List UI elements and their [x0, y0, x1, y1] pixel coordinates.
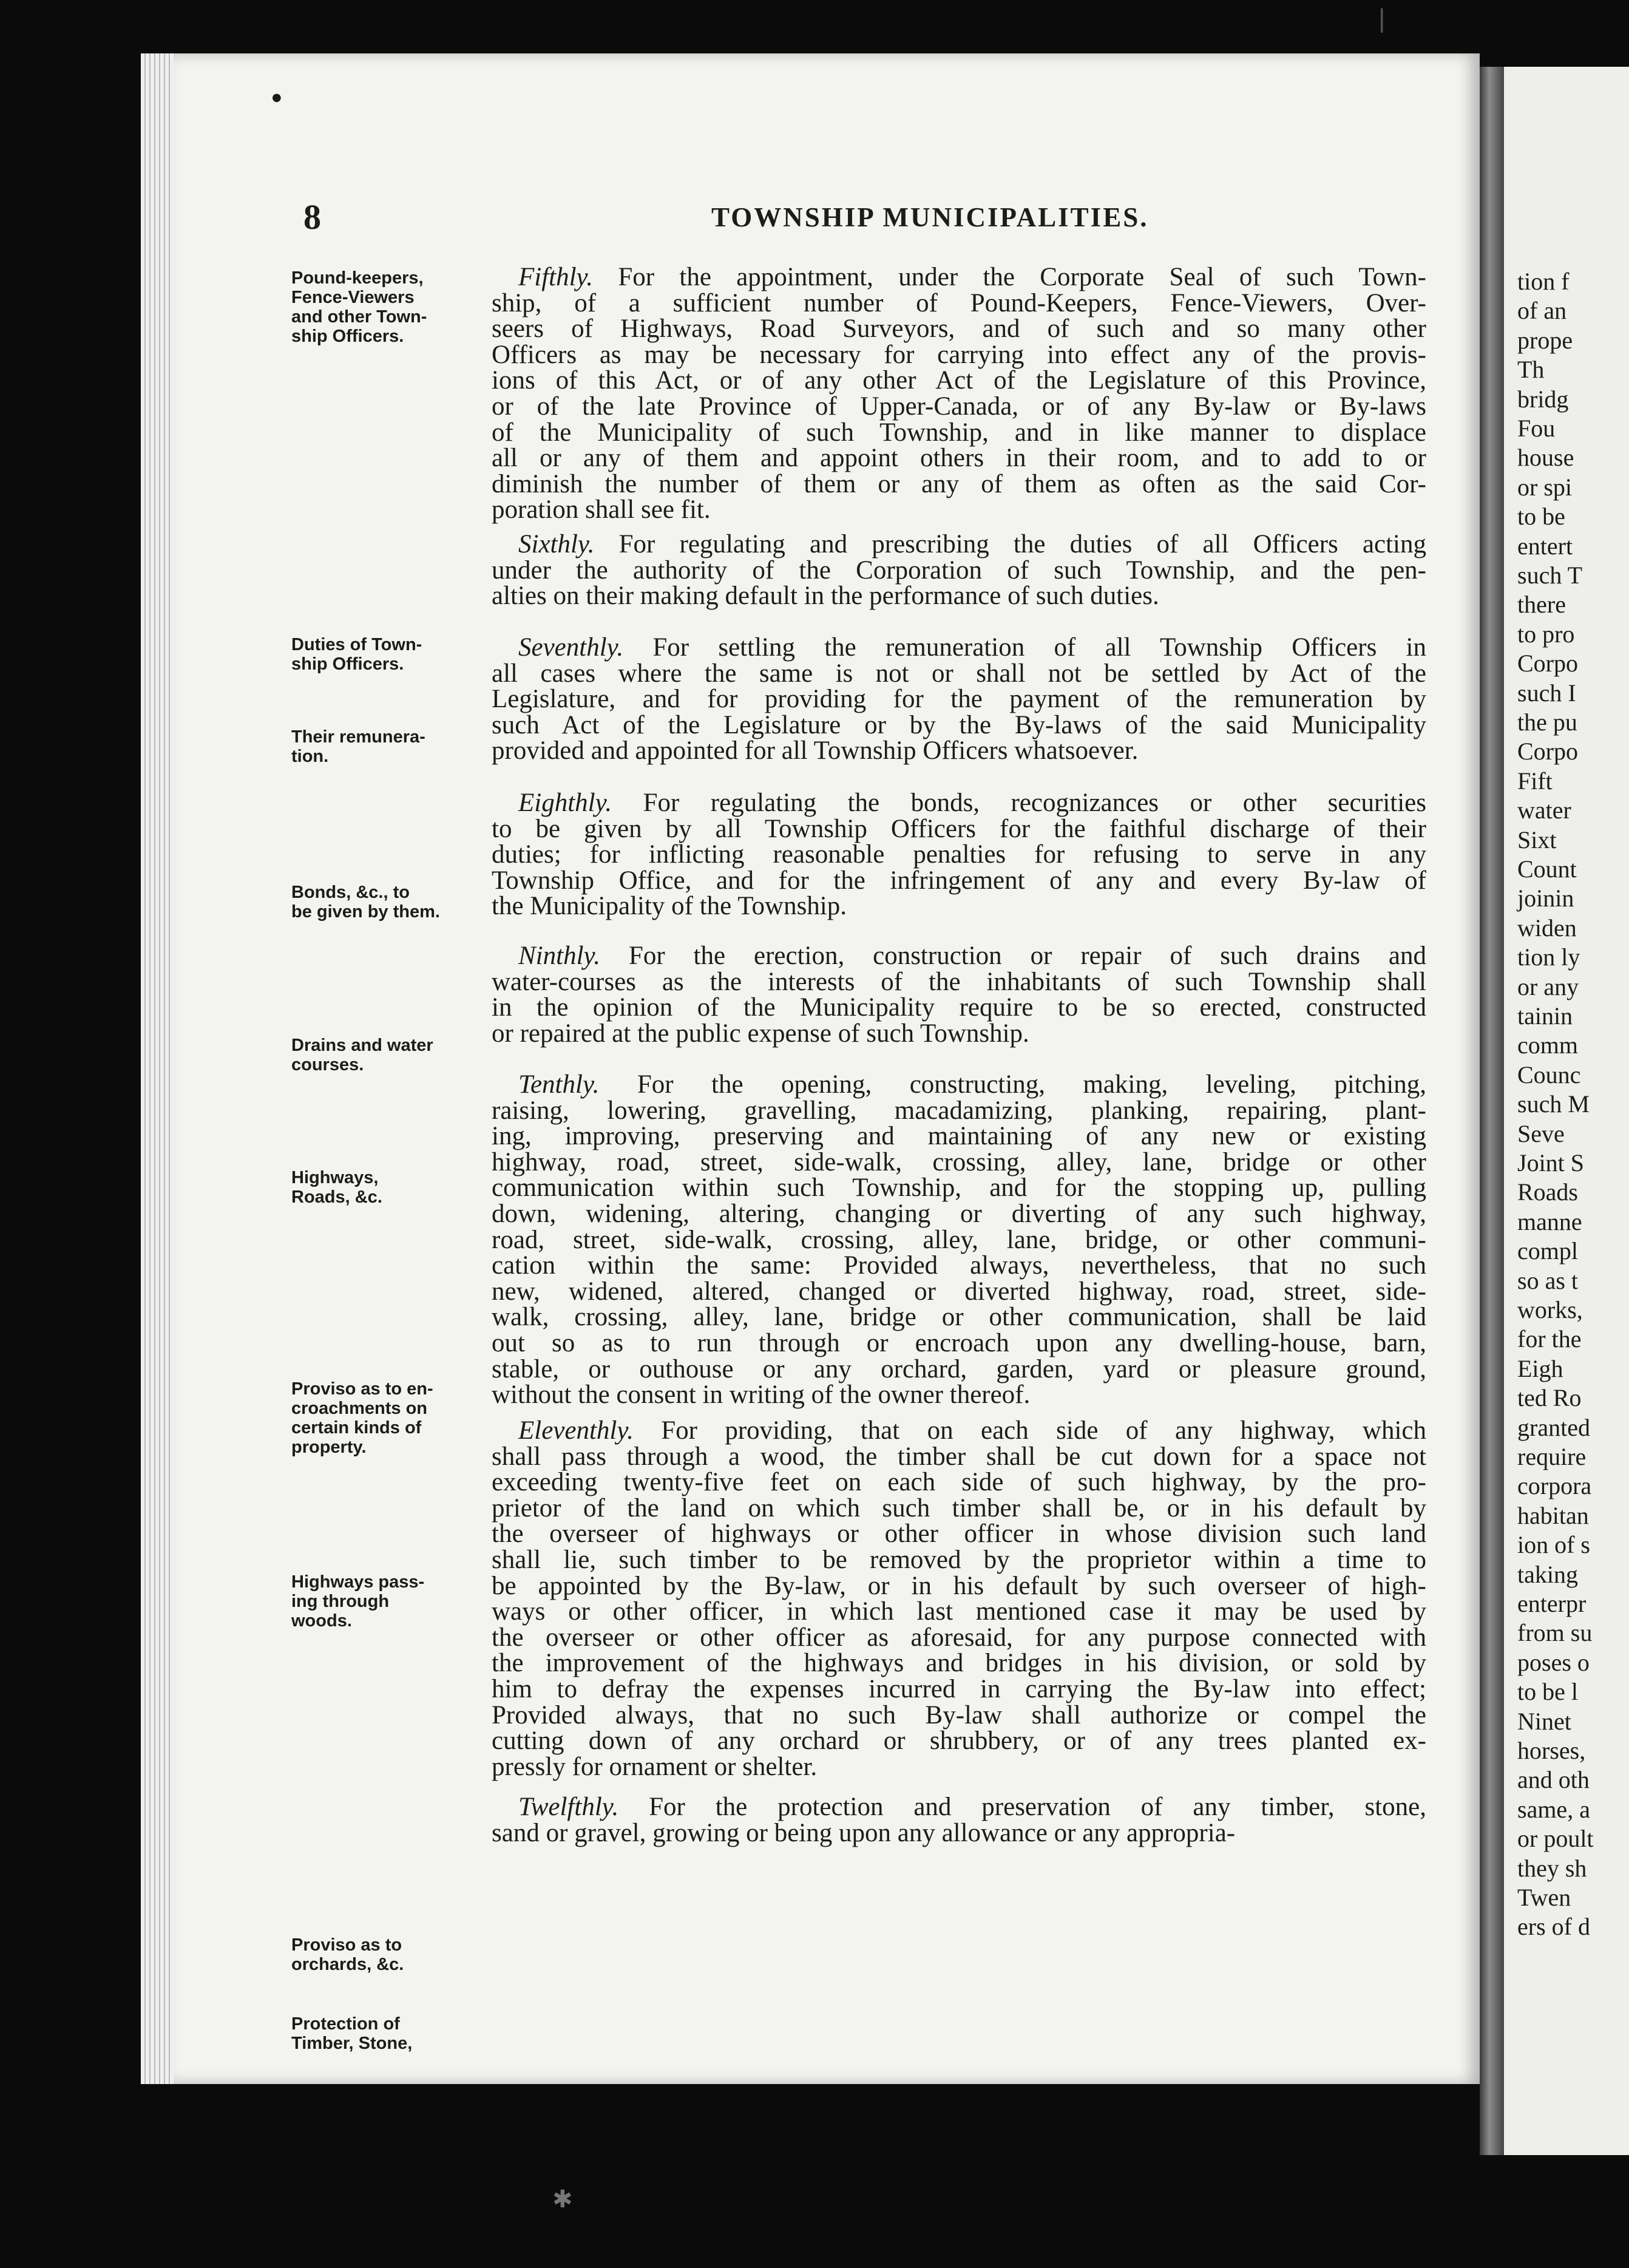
text-line — [492, 1279, 1426, 1305]
line-text: sand or gravel, growing or being upon any allowance or any appropria- — [492, 1818, 1236, 1847]
text-line — [492, 1625, 1426, 1651]
facing-page-line: habitan — [1517, 1501, 1589, 1529]
line-text: ing, improving, preserving and maintaining of any new or existing — [492, 1122, 1426, 1151]
line-text: without the consent in writing of the owner thereof. — [492, 1380, 1031, 1410]
facing-page-line: and oth — [1517, 1766, 1590, 1794]
line-text: ions of this Act, or of any other Act of the Legislature of this Province, — [492, 366, 1426, 395]
facing-page-line: granted — [1517, 1413, 1590, 1441]
paragraph-lead: Sixthly. — [518, 530, 595, 559]
facing-page-line: taking — [1517, 1560, 1578, 1588]
text-line — [492, 555, 1426, 585]
line-text: communication within such Township, and for the stopping up, pulling — [492, 1173, 1426, 1203]
facing-page-line: house — [1517, 444, 1574, 472]
facing-page-line: Fou — [1517, 415, 1556, 442]
text-line — [492, 368, 1426, 394]
text-line — [492, 894, 1426, 920]
text-line — [492, 710, 1426, 739]
paragraph — [492, 1072, 1426, 1408]
page-edges — [141, 53, 177, 2084]
line-text: cutting down of any orchard or shrubbery, or of any trees planted ex- — [492, 1726, 1426, 1756]
page-number: 8 — [303, 197, 321, 237]
text-line — [492, 738, 1426, 764]
line-text: exceeding twenty-five feet on each side of such highway, by the pro- — [492, 1468, 1426, 1497]
line-text: all or any of them and appoint others in their room, and to add to or — [492, 444, 1426, 473]
paragraph-lead: Fifthly. — [518, 263, 594, 291]
line-text: highway, road, street, side-walk, crossing, alley, lane, bridge or other — [492, 1147, 1426, 1176]
text-line — [492, 1201, 1426, 1227]
margin-note: Bonds, &c., to be given by them. — [291, 883, 440, 922]
facing-page-line: Counc — [1517, 1061, 1581, 1088]
text-line — [492, 1818, 1426, 1847]
facing-page-line: Joint S — [1517, 1149, 1585, 1176]
line-text: ways or other officer, in which last mentioned case it may be used by — [492, 1597, 1426, 1626]
text-line — [492, 394, 1426, 420]
line-text: him to defray the expenses incurred in carrying the By-law into effect; — [492, 1674, 1426, 1703]
facing-page-line: corpora — [1517, 1472, 1592, 1500]
facing-page-line: Th — [1517, 356, 1545, 384]
text-line — [492, 583, 1426, 609]
facing-page-line: to be l — [1517, 1678, 1578, 1706]
margin-mark: ✱ — [552, 2185, 573, 2213]
facing-page-line: Eigh — [1517, 1354, 1563, 1382]
text-line — [492, 995, 1426, 1021]
facing-page-line: require — [1517, 1443, 1587, 1470]
text-line — [492, 1700, 1426, 1730]
text-line — [492, 265, 1426, 291]
line-text: all cases where the same is not or shall not be settled by Act of the — [492, 659, 1426, 688]
line-text: water-courses as the interests of the inhabitants of such Township shall — [492, 967, 1426, 996]
facing-page-line: such I — [1517, 679, 1576, 707]
line-text: For settling the remuneration of all Township Officers in — [652, 633, 1426, 662]
line-text: prietor of the land on which such timber shall be, or in his default by — [492, 1493, 1426, 1523]
line-text: For the protection and preservation of any timber, stone, — [649, 1793, 1426, 1821]
text-line — [492, 1674, 1426, 1703]
line-text: duties; for inflicting reasonable penalties for refusing to serve in any — [492, 840, 1426, 869]
paragraph — [492, 1418, 1426, 1780]
paragraph-lead: Eleventhly. — [518, 1416, 634, 1445]
text-line — [492, 1794, 1426, 1821]
text-line — [492, 1571, 1426, 1600]
facing-page-line: or poult — [1517, 1825, 1594, 1853]
facing-page-line: Sixt — [1517, 826, 1557, 854]
text-line — [492, 420, 1426, 446]
facing-page-line: poses o — [1517, 1648, 1590, 1676]
facing-page-line: Corpo — [1517, 650, 1578, 677]
line-text: stable, or outhouse or any orchard, garden, yard or pleasure ground, — [492, 1354, 1426, 1384]
line-text: seers of Highways, Road Surveyors, and of such and so many other — [492, 314, 1426, 344]
facing-page-line: ers of d — [1517, 1913, 1590, 1941]
line-text: Township Office, and for the infringement of any and every By-law of — [492, 866, 1426, 895]
text-line — [492, 1098, 1426, 1124]
text-line — [492, 1253, 1426, 1279]
line-text: new, widened, altered, changed or diverted highway, road, street, side- — [492, 1277, 1426, 1306]
line-text: the overseer of highways or other officer in whose division such land — [492, 1519, 1426, 1549]
text-line — [492, 1072, 1426, 1098]
facing-page-line: enterpr — [1517, 1590, 1587, 1617]
paragraph — [492, 265, 1426, 523]
text-line — [492, 1382, 1426, 1408]
margin-note: Proviso as to orchards, &c. — [291, 1935, 404, 1974]
facing-page-line: tainin — [1517, 1002, 1573, 1030]
facing-page-line: there — [1517, 591, 1566, 619]
line-text: For providing, that on each side of any highway, which — [661, 1416, 1427, 1445]
line-text: the improvement of the highways and bridges in his division, or sold by — [492, 1649, 1426, 1678]
text-line — [492, 1305, 1426, 1331]
margin-note: Their remunera- tion. — [291, 727, 425, 766]
speck-mark: ● — [272, 91, 282, 104]
line-text: to be given by all Township Officers for the faithful discharge of their — [492, 814, 1426, 843]
facing-page-line: to be — [1517, 503, 1565, 531]
running-head: TOWNSHIP MUNICIPALITIES. — [711, 202, 1149, 233]
text-line — [492, 635, 1426, 661]
facing-page-line: so as t — [1517, 1266, 1578, 1294]
line-text: such Act of the Legislature or by the By-laws of the said Municipality — [492, 710, 1426, 739]
text-line — [492, 814, 1426, 843]
line-text: walk, crossing, alley, lane, bridge or other communication, shall be laid — [492, 1303, 1426, 1332]
text-line — [492, 943, 1426, 969]
facing-page-line: Ninet — [1517, 1707, 1571, 1735]
facing-page-line: water — [1517, 796, 1571, 824]
facing-page-line: the pu — [1517, 708, 1577, 736]
line-text: of the Municipality of such Township, and in like manner to displace — [492, 418, 1426, 447]
margin-note: Protection of Timber, Stone, — [291, 2014, 413, 2053]
line-text: shall pass through a wood, the timber shall be cut down for a space not — [492, 1442, 1426, 1471]
line-text: For regulating the bonds, recognizances or other securities — [643, 789, 1427, 817]
text-line — [492, 1547, 1426, 1574]
text-line — [492, 1147, 1426, 1176]
facing-page-line: or any — [1517, 973, 1579, 1000]
paragraph-lead: Twelfthly. — [518, 1793, 619, 1821]
line-text: in the opinion of the Municipality require to be so erected, constructed — [492, 993, 1426, 1022]
text-line — [492, 969, 1426, 996]
facing-page-line: from su — [1517, 1619, 1593, 1647]
line-text: cation within the same: Provided always, nevertheless, that no such — [492, 1251, 1426, 1280]
line-text: alties on their making default in the performance of such duties. — [492, 582, 1159, 611]
facing-page-line: entert — [1517, 532, 1573, 560]
text-line — [492, 497, 1426, 523]
line-text: out so as to run through or encroach upon any dwelling-house, barn, — [492, 1328, 1426, 1357]
text-line — [492, 1021, 1426, 1047]
text-line — [492, 661, 1426, 687]
line-text: road, street, side-walk, crossing, alley, lane, bridge, or other communi- — [492, 1225, 1426, 1254]
text-line — [492, 1728, 1426, 1754]
facing-page-line: joinin — [1517, 884, 1574, 912]
line-text: Officers as may be necessary for carrying into effect any of the provis- — [492, 340, 1426, 369]
text-line — [492, 1470, 1426, 1496]
text-line — [492, 342, 1426, 368]
facing-page-line: bridg — [1517, 385, 1569, 413]
facing-page-line: for the — [1517, 1325, 1582, 1353]
line-text: diminish the number of them or any of them as often as the said Cor- — [492, 469, 1426, 498]
text-line — [492, 1754, 1426, 1781]
text-line — [492, 1599, 1426, 1625]
facing-page-line: widen — [1517, 914, 1577, 942]
margin-note: Highways, Roads, &c. — [291, 1168, 382, 1207]
facing-page-line: Corpo — [1517, 738, 1578, 766]
paragraph — [492, 943, 1426, 1047]
paragraph-lead: Tenthly. — [518, 1070, 600, 1099]
line-text: down, widening, altering, changing or diverting of any such highway, — [492, 1199, 1426, 1228]
line-text: ship, of a sufficient number of Pound-Keepers, Fence-Viewers, Over- — [492, 288, 1426, 317]
text-line — [492, 469, 1426, 498]
facing-page-line: ion of s — [1517, 1531, 1590, 1559]
text-line — [492, 868, 1426, 894]
facing-page-line: Roads — [1517, 1178, 1578, 1206]
facing-page-line: comm — [1517, 1031, 1578, 1059]
paragraph-lead: Eighthly. — [518, 789, 612, 817]
line-text: For the erection, construction or repair of such drains and — [628, 942, 1427, 970]
text-line — [492, 1651, 1426, 1677]
line-text: shall lie, such timber to be removed by the proprietor within a time to — [492, 1545, 1426, 1574]
line-text: raising, lowering, gravelling, macadamizing, planking, repairing, plant- — [492, 1096, 1426, 1125]
facing-page-line: same, a — [1517, 1795, 1590, 1823]
margin-mark: | — [1378, 5, 1386, 33]
margin-note: Proviso as to en- croachments on certain kinds of property. — [291, 1379, 433, 1457]
text-line — [492, 1418, 1426, 1444]
line-text: pressly for ornament or shelter. — [492, 1752, 818, 1781]
paragraph — [492, 635, 1426, 764]
paragraph — [492, 532, 1426, 609]
margin-note: Highways pass- ing through woods. — [291, 1572, 425, 1631]
facing-page-line: Count — [1517, 855, 1577, 883]
text-line — [492, 288, 1426, 317]
facing-page-line: tion ly — [1517, 943, 1580, 971]
facing-page-line: horses, — [1517, 1737, 1586, 1764]
facing-page-line: ted Ro — [1517, 1384, 1582, 1412]
line-text: or repaired at the public expense of such Township. — [492, 1019, 1029, 1048]
text-line — [492, 1175, 1426, 1201]
facing-page-line: manne — [1517, 1207, 1582, 1235]
text-line — [492, 842, 1426, 868]
line-text: or of the late Province of Upper-Canada, or of any By-law or By-laws — [492, 392, 1426, 421]
facing-page-line: such M — [1517, 1090, 1590, 1118]
line-text: poration shall see fit. — [492, 495, 711, 525]
facing-page-line: Fift — [1517, 767, 1553, 795]
line-text: Legislature, and for providing for the payment of the remuneration by — [492, 685, 1426, 714]
text-line — [492, 1124, 1426, 1150]
paragraph-lead: Ninthly. — [518, 942, 600, 970]
facing-page-line: to pro — [1517, 620, 1575, 648]
facing-page — [1504, 67, 1629, 2155]
line-text: For the opening, constructing, making, leveling, pitching, — [637, 1070, 1426, 1099]
line-text: For the appointment, under the Corporate Seal of such Town- — [618, 263, 1426, 291]
line-text: the Municipality of the Township. — [492, 892, 847, 921]
facing-page-line: compl — [1517, 1237, 1578, 1265]
text-line — [492, 316, 1426, 342]
margin-note: Duties of Town- ship Officers. — [291, 635, 422, 674]
facing-page-line: tion f — [1517, 268, 1570, 295]
text-line — [492, 1493, 1426, 1523]
text-line — [492, 446, 1426, 472]
line-text: For regulating and prescribing the duties of all Officers acting — [618, 530, 1427, 559]
facing-page-line: prope — [1517, 326, 1573, 354]
text-line — [492, 532, 1426, 558]
facing-page-line: of an — [1517, 297, 1567, 325]
book-gutter — [1480, 67, 1504, 2155]
text-line — [492, 1227, 1426, 1254]
facing-page-line: Seve — [1517, 1119, 1565, 1147]
line-text: the overseer or other officer as aforesaid, for any purpose connected with — [492, 1623, 1426, 1652]
facing-page-line: works, — [1517, 1296, 1583, 1323]
text-line — [492, 1354, 1426, 1384]
paragraph — [492, 1794, 1426, 1846]
facing-page-line: they sh — [1517, 1854, 1587, 1882]
line-text: provided and appointed for all Township Officers whatsoever. — [492, 736, 1139, 766]
line-text: be appointed by the By-law, or in his default by such overseer of high- — [492, 1571, 1426, 1600]
text-line — [492, 790, 1426, 817]
margin-note: Drains and water courses. — [291, 1036, 433, 1075]
facing-page-line: or spi — [1517, 473, 1572, 501]
line-text: under the authority of the Corporation of such Township, and the pen- — [492, 555, 1426, 585]
text-line — [492, 687, 1426, 713]
margin-note: Pound-keepers, Fence-Viewers and other Town- ship Officers. — [291, 268, 427, 346]
paragraph — [492, 790, 1426, 920]
text-line — [492, 1328, 1426, 1357]
text-line — [492, 1444, 1426, 1470]
text-line — [492, 1521, 1426, 1547]
facing-page-line: Twen — [1517, 1884, 1571, 1911]
line-text: Provided always, that no such By-law shall authorize or compel the — [492, 1700, 1426, 1730]
book-page — [174, 53, 1480, 2084]
paragraph-lead: Seventhly. — [518, 633, 624, 662]
facing-page-line: such T — [1517, 562, 1583, 589]
